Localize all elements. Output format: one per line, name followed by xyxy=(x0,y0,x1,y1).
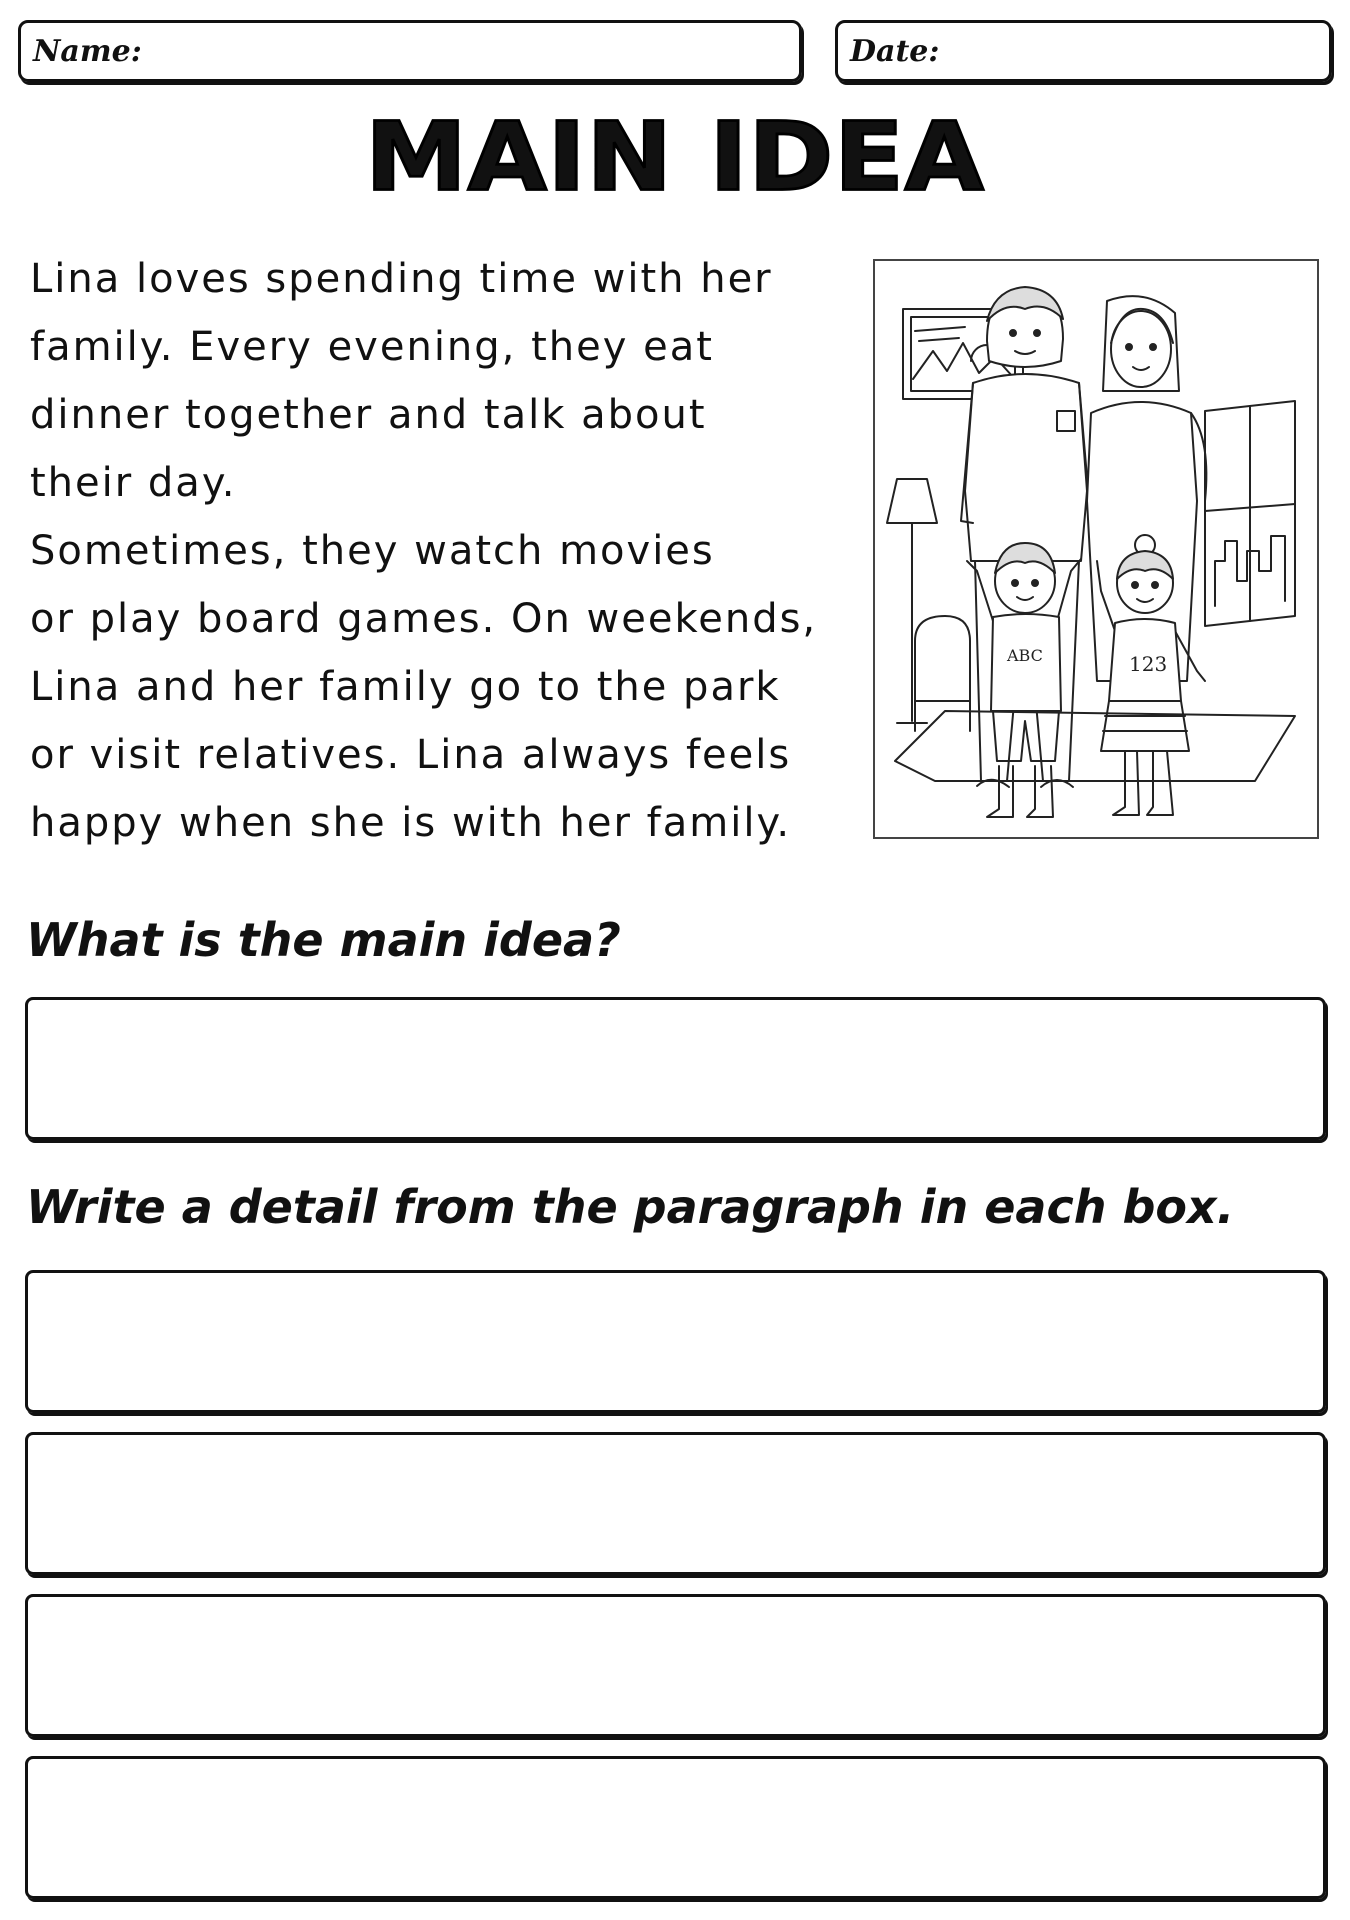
passage-line: dinner together and talk about xyxy=(30,392,707,438)
family-illustration xyxy=(873,259,1319,839)
svg-text:123: 123 xyxy=(1129,652,1168,676)
date-field[interactable] xyxy=(835,20,1332,82)
detail-answer-box-1[interactable] xyxy=(25,1270,1326,1413)
detail-answer-box-2[interactable] xyxy=(25,1432,1326,1575)
window xyxy=(1205,401,1295,626)
detail-question: Write a detail from the paragraph in each box. xyxy=(26,1180,1235,1234)
passage-line: happy when she is with her family. xyxy=(30,800,792,846)
passage-line: Lina and her family go to the park xyxy=(30,664,781,710)
floor-lamp xyxy=(887,479,937,723)
passage-line: their day. xyxy=(30,460,237,506)
main-idea-question: What is the main idea? xyxy=(26,913,621,967)
page-title: MAIN IDEA xyxy=(365,102,985,213)
boy-figure xyxy=(967,543,1081,817)
date-label: Date: xyxy=(850,34,940,69)
passage-line: family. Every evening, they eat xyxy=(30,324,714,370)
detail-answer-box-4[interactable] xyxy=(25,1756,1326,1899)
passage-line: or visit relatives. Lina always feels xyxy=(30,732,792,778)
rug xyxy=(895,711,1295,781)
reading-passage xyxy=(30,245,870,857)
svg-text:ABC: ABC xyxy=(1007,646,1043,665)
passage-line: Lina loves spending time with her xyxy=(30,256,773,302)
name-label: Name: xyxy=(33,34,142,69)
passage-line: or play board games. On weekends, xyxy=(30,596,818,642)
passage-line: Sometimes, they watch movies xyxy=(30,528,715,574)
main-idea-answer-box[interactable] xyxy=(25,997,1326,1140)
name-field[interactable] xyxy=(18,20,802,82)
detail-answer-box-3[interactable] xyxy=(25,1594,1326,1737)
